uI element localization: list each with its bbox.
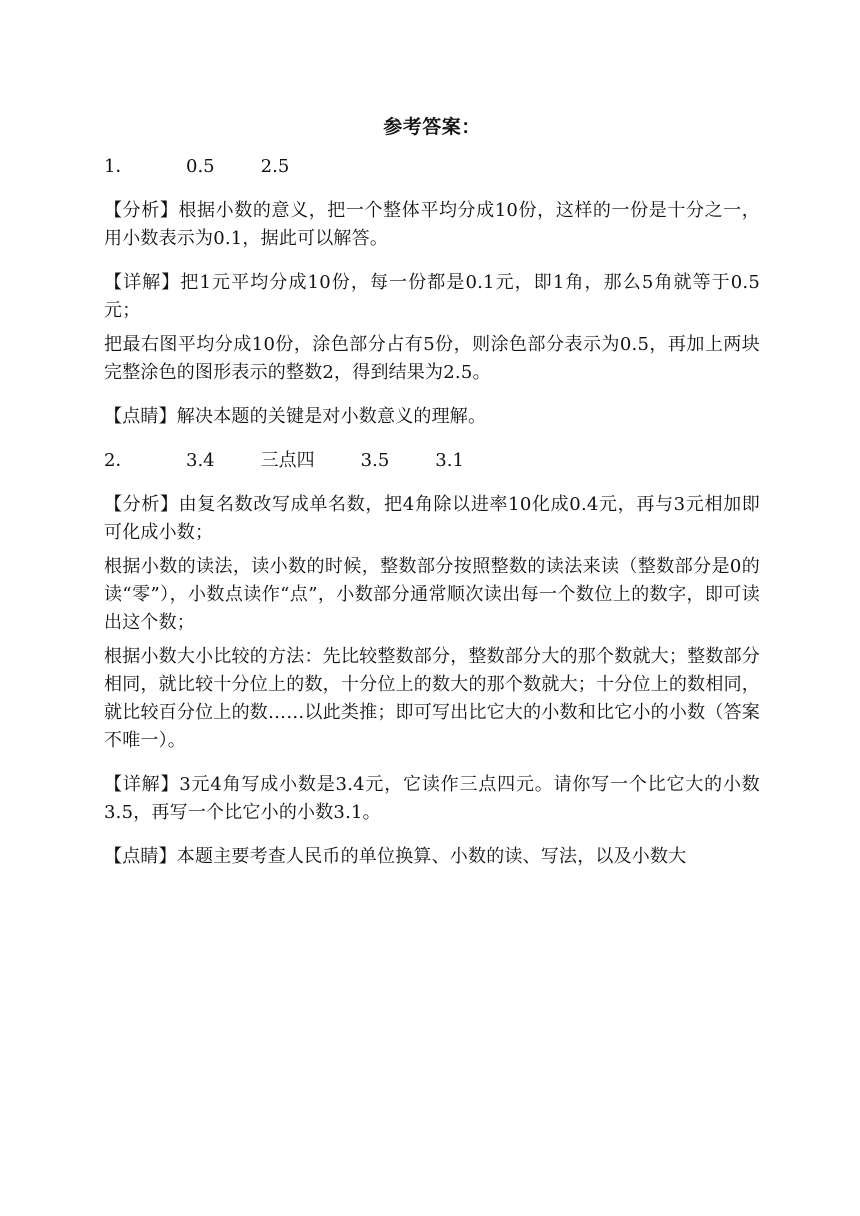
answer-page [104,110,760,887]
q2-answer-3: 3.5 [360,450,390,471]
q2-answer-2: 三点四 [260,450,315,471]
page-title: 参考答案： [383,116,481,138]
q1-answer-1: 0.5 [186,156,215,177]
q1-answer-row [104,153,760,181]
q1-detail-1: 【详解】把1元平均分成10份，每一份都是0.1元，即1角，那么5角就等于0.5元； [104,272,760,321]
q1-number: 1． [104,156,134,177]
q1-comment: 【点睛】解决本题的关键是对小数意义的理解。 [104,406,487,427]
q2-answer-1: 3.4 [186,450,215,471]
q2-analysis-3: 根据小数大小比较的方法：先比较整数部分，整数部分大的那个数就大；整数部分相同，就比较十分位上的数，十分位上的数大的那个数就大；十分位上的数相同，就比较百分位上的数……以此类推；即可写出比它大的小数和比它小的小数（答案不唯一）。 [104,646,760,751]
q2-answer-4: 3.1 [435,450,464,471]
q2-comment: 【点睛】本题主要考查人民币的单位换算、小数的读、写法，以及小数大 [104,846,687,867]
q1-analysis: 【分析】根据小数的意义，把一个整体平均分成10份，这样的一份是十分之一，用小数表示为0.1，据此可以解答。 [104,200,760,249]
q2-analysis-2: 根据小数的读法，读小数的时候，整数部分按照整数的读法来读（整数部分是0的读“零”），小数点读作“点”，小数部分通常顺次读出每一个数位上的数字，即可读出这个数； [104,556,760,633]
q2-answer-row [104,447,760,475]
q2-detail: 【详解】3元4角写成小数是3.4元，它读作三点四元。请你写一个比它大的小数3.5，再写一个比它小的小数3.1。 [104,774,760,823]
q2-analysis-1: 【分析】由复名数改写成单名数，把4角除以进率10化成0.4元，再与3元相加即可化成小数； [104,494,760,543]
q1-detail-2: 把最右图平均分成10份，涂色部分占有5份，则涂色部分表示为0.5，再加上两块完整涂色的图形表示的整数2，得到结果为2.5。 [104,334,760,383]
q2-number: 2． [104,450,134,471]
q1-answer-2: 2.5 [260,156,290,177]
